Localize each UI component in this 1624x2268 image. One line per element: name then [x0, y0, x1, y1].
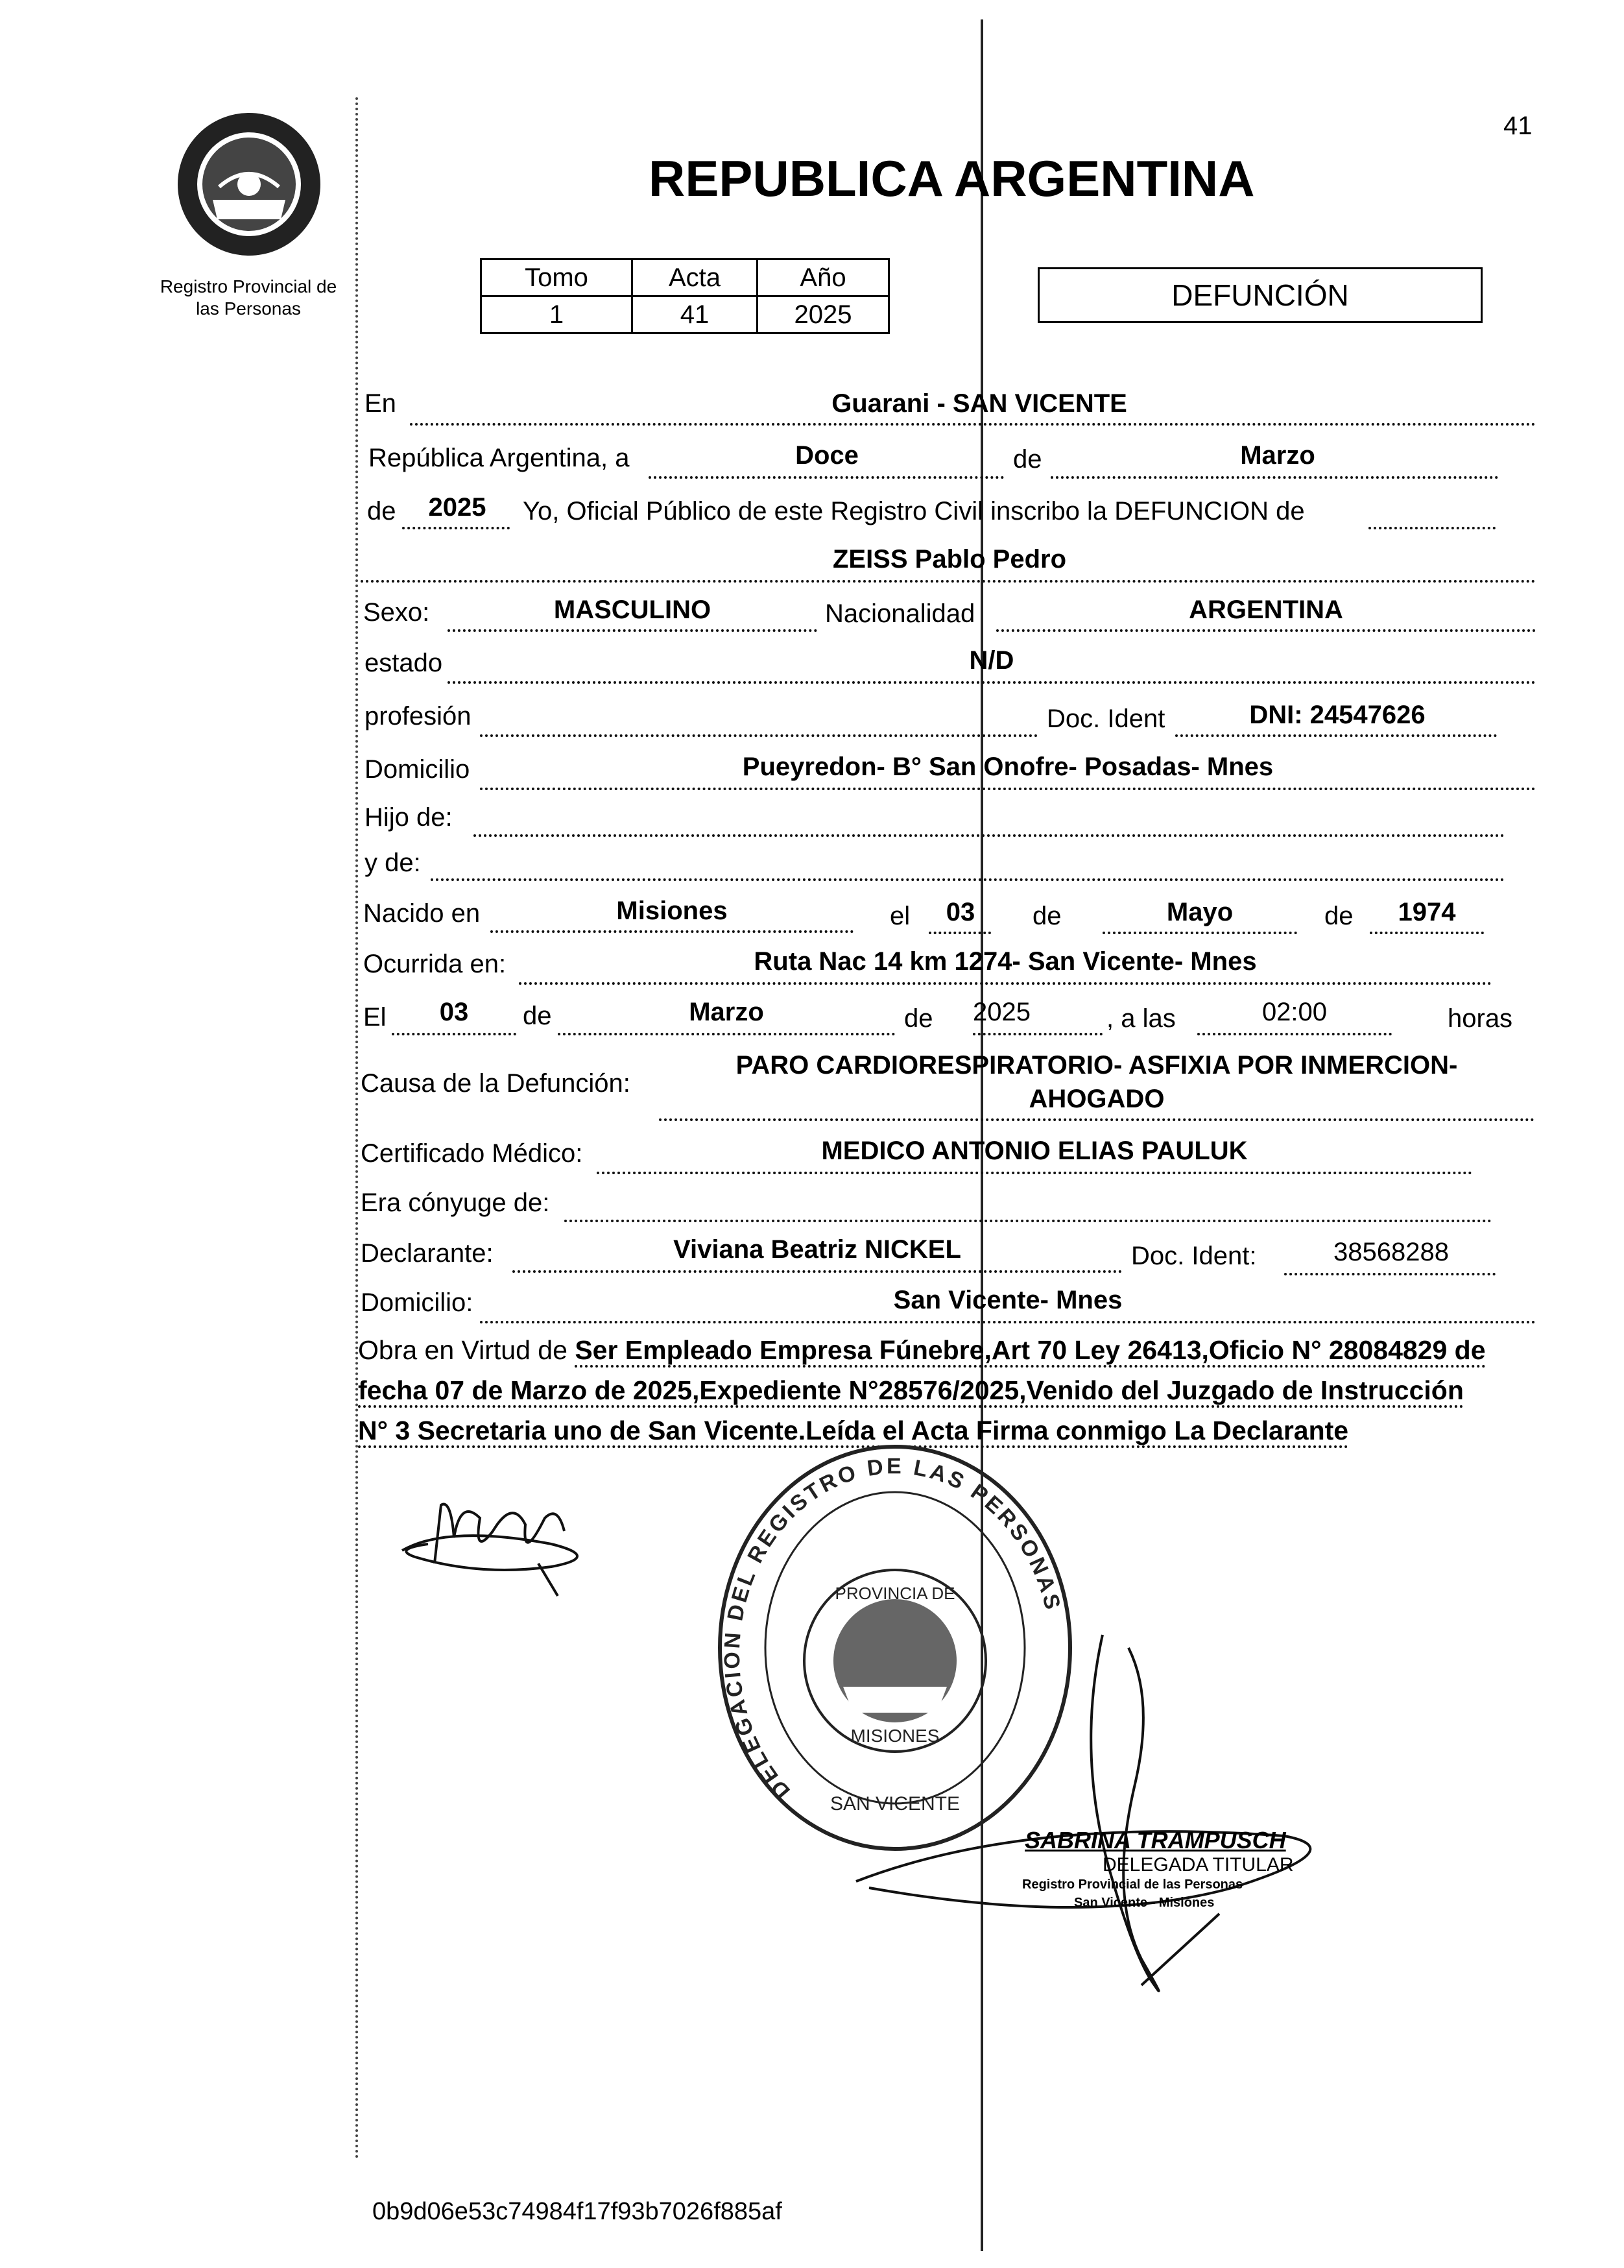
book-header-tomo: Tomo: [481, 259, 632, 296]
domicilio-value: Pueyredon- B° San Onofre- Posadas- Mnes: [742, 753, 1274, 781]
birth-month: Mayo: [1166, 898, 1234, 926]
doc-ident-line: [1175, 734, 1497, 737]
yo-text: Yo, Oficial Público de este Registro Civil inscribo la DEFUNCION de: [523, 497, 1305, 525]
causa-label: Causa de la Defunción:: [361, 1069, 630, 1098]
declarante-value: Viviana Beatriz NICKEL: [673, 1235, 961, 1264]
sexo-label: Sexo:: [363, 598, 430, 627]
death-day-line: [392, 1033, 516, 1035]
de-birth-year-label: de: [1324, 902, 1354, 930]
death-day: 03: [439, 998, 469, 1026]
domicilio2-value: San Vicente- Mnes: [893, 1286, 1123, 1314]
doc2-value: 38568288: [1333, 1238, 1449, 1266]
death-time-line: [1197, 1033, 1392, 1035]
horas-label: horas: [1448, 1004, 1513, 1033]
ocurrida-label: Ocurrida en:: [363, 950, 507, 978]
de-birth-label: de: [1033, 902, 1062, 930]
stamp-bottom-text: SAN VICENTE: [830, 1793, 961, 1815]
domicilio-line: [480, 788, 1536, 790]
doc2-line: [1284, 1273, 1496, 1275]
El-label: El: [363, 1003, 387, 1031]
month-line: [1051, 476, 1498, 479]
year-line: [402, 527, 510, 529]
de-label: de: [1013, 445, 1042, 474]
registry-name-line2: las Personas: [196, 298, 301, 319]
ocurrida-value: Ruta Nac 14 km 1274- San Vicente- Mnes: [754, 947, 1257, 976]
nacionalidad-label: Nacionalidad: [825, 599, 975, 628]
domicilio2-label: Domicilio:: [361, 1288, 473, 1317]
day-value: Doce: [795, 441, 859, 470]
name-line: [361, 580, 1536, 583]
sexo-value: MASCULINO: [553, 596, 711, 624]
signatory-org: Registro Provincial de las Personas: [1022, 1877, 1243, 1892]
page-title: REPUBLICA ARGENTINA: [649, 150, 1255, 207]
republica-label: República Argentina, a: [368, 444, 630, 472]
stamp-inner-top: PROVINCIA DE: [835, 1584, 955, 1603]
causa-line1: PARO CARDIORESPIRATORIO- ASFIXIA POR INMERCION-: [735, 1051, 1458, 1080]
obra-line1: Ser Empleado Empresa Fúnebre,Art 70 Ley 26413,Oficio N° 28084829 de: [575, 1335, 1485, 1368]
birth-month-line: [1103, 932, 1297, 934]
registry-name-line1: Registro Provincial de: [160, 276, 337, 296]
official-signature: [830, 1622, 1362, 2024]
causa-line: [659, 1118, 1534, 1121]
domicilio2-line: [480, 1321, 1536, 1323]
en-line: [410, 423, 1536, 426]
stamp-inner-bottom: MISIONES: [850, 1726, 940, 1746]
signatory-place: San Vicente - Misiones: [1074, 1896, 1215, 1910]
estado-label: estado: [364, 649, 443, 677]
en-value: Guarani - SAN VICENTE: [831, 389, 1127, 418]
el-label: el: [890, 902, 911, 930]
doc2-label: Doc. Ident:: [1131, 1242, 1257, 1270]
book-table: [480, 258, 890, 334]
certificado-value: MEDICO ANTONIO ELIAS PAULUK: [821, 1137, 1248, 1165]
nacido-line: [490, 930, 854, 933]
book-header-acta: Acta: [632, 259, 758, 296]
yo-line: [1368, 527, 1496, 529]
obra-line3: N° 3 Secretaria uno de San Vicente.Leída el Acta Firma conmigo La Declarante: [358, 1416, 1348, 1448]
hijo-line: [473, 834, 1505, 837]
causa-line2: AHOGADO: [1029, 1085, 1165, 1113]
death-month: Marzo: [689, 998, 764, 1026]
document-hash: 0b9d06e53c74984f17f93b7026f885af: [372, 2198, 782, 2225]
stamp-outer-text: DELEGACION DEL REGISTRO DE LAS PERSONAS: [719, 1454, 1066, 1804]
birth-year: 1974: [1398, 898, 1456, 926]
estado-value: N/D: [969, 646, 1014, 675]
ocurrida-line: [519, 982, 1492, 985]
hijo-label: Hijo de:: [364, 803, 453, 832]
nacionalidad-line: [996, 629, 1536, 632]
year-value: 2025: [428, 493, 486, 522]
deceased-name: ZEISS Pablo Pedro: [832, 545, 1067, 573]
act-type-box: DEFUNCIÓN: [1038, 267, 1483, 323]
alas-label: , a las: [1106, 1004, 1176, 1033]
doc-ident-label: Doc. Ident: [1047, 705, 1165, 733]
signatory-name: SABRINA TRAMPUSCH: [1025, 1827, 1286, 1853]
en-label: En: [364, 389, 396, 418]
signatory-title: DELEGADA TITULAR: [1103, 1854, 1294, 1876]
profesion-line: [480, 734, 1038, 737]
nacionalidad-value: ARGENTINA: [1189, 596, 1343, 624]
page-number: 41: [1503, 112, 1533, 140]
de-death-label: de: [523, 1002, 552, 1030]
book-header-ano: Año: [758, 259, 889, 296]
de-year-label: de: [367, 497, 396, 525]
obra-line2: fecha 07 de Marzo de 2025,Expediente N°28576/2025,Venido del Juzgado de Instrucción: [358, 1375, 1464, 1408]
month-value: Marzo: [1240, 441, 1315, 470]
birth-day-line: [929, 932, 991, 934]
death-time: 02:00: [1261, 998, 1328, 1026]
certificado-label: Certificado Médico:: [361, 1139, 583, 1168]
de-death-year-label: de: [904, 1004, 933, 1033]
book-value-acta: 41: [632, 296, 758, 333]
nacido-value: Misiones: [616, 897, 728, 925]
book-value-ano: 2025: [758, 296, 889, 333]
declarant-signature: [389, 1479, 616, 1609]
yde-label: y de:: [364, 849, 421, 877]
profesion-label: profesión: [364, 702, 472, 730]
yde-line: [431, 878, 1505, 881]
provincial-seal-icon: [174, 109, 324, 259]
birth-day: 03: [946, 898, 975, 926]
domicilio-label: Domicilio: [364, 755, 470, 784]
declarante-line: [512, 1270, 1122, 1273]
conyuge-line: [564, 1220, 1492, 1222]
certificado-line: [597, 1172, 1472, 1174]
declarante-label: Declarante:: [361, 1239, 494, 1268]
book-value-tomo: 1: [481, 296, 632, 333]
death-month-line: [558, 1033, 895, 1035]
doc-ident-value: DNI: 24547626: [1249, 701, 1426, 729]
sexo-line: [448, 629, 817, 632]
scan-margin-line: [355, 97, 358, 2160]
birth-year-line: [1370, 932, 1484, 934]
conyuge-label: Era cónyuge de:: [361, 1188, 550, 1217]
nacido-label: Nacido en: [363, 899, 481, 928]
death-year-line: [973, 1033, 1103, 1035]
estado-line: [448, 681, 1536, 684]
obra-label: Obra en Virtud de: [358, 1335, 567, 1365]
death-year: 2025: [973, 998, 1031, 1026]
day-line: [649, 476, 1004, 479]
